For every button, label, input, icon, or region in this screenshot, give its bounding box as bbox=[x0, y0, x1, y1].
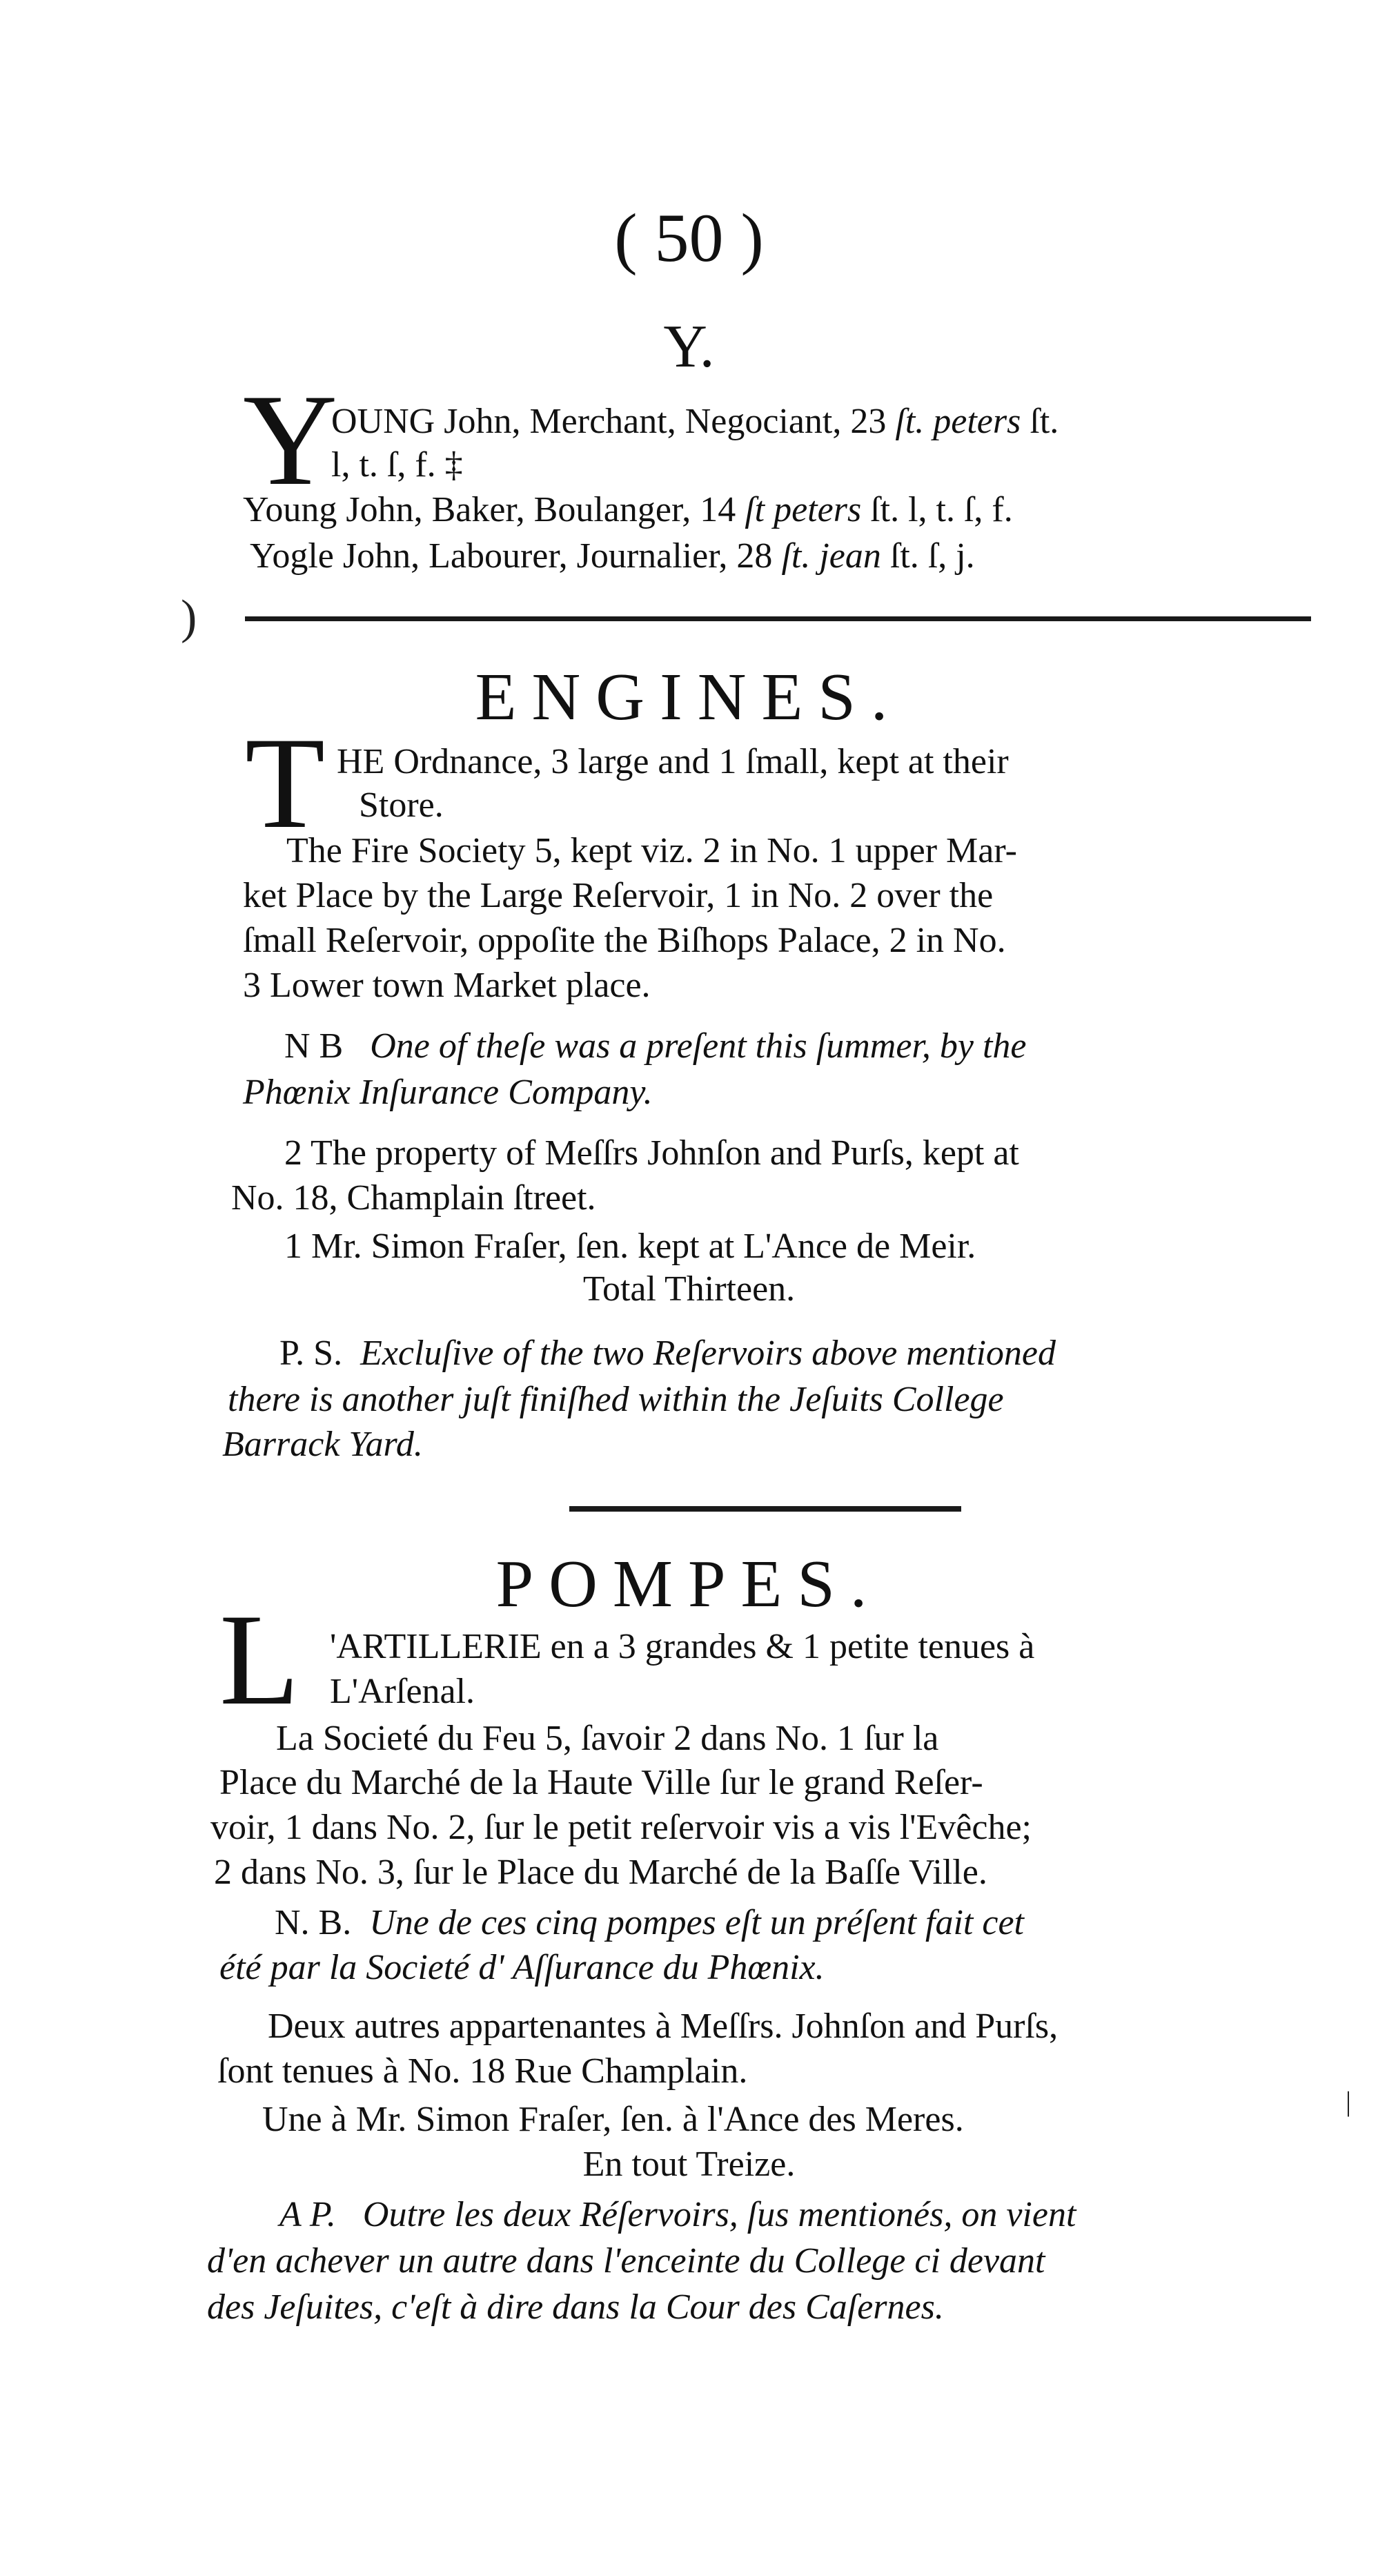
letter-heading: Y. bbox=[663, 313, 715, 380]
engines-line-3: The Fire Society 5, kept viz. 2 in No. 1 upper Mar- bbox=[286, 831, 1017, 870]
directory-entry-1: OUNG John, Merchant, Negociant, 23 ſt. peters ſt. bbox=[331, 402, 1059, 441]
section-divider-short bbox=[569, 1506, 961, 1512]
engines-line-2: Store. bbox=[359, 786, 444, 825]
pompes-line-6: 2 dans No. 3, ſur le Place du Marché de la Baſſe Ville. bbox=[214, 1853, 987, 1892]
page-number: ( 50 ) bbox=[614, 199, 764, 276]
engines-ps-line-2: there is another juſt finiſhed within the Jeſuits College bbox=[228, 1380, 1004, 1419]
pompes-nb-line-2: été par la Societé d' Aſſurance du Phœnix. bbox=[219, 1948, 825, 1987]
pompes-ps-line-3: des Jeſuites, c'eſt à dire dans la Cour des Caſernes. bbox=[207, 2287, 944, 2327]
engines-nb-line-2: Phœnix Inſurance Company. bbox=[243, 1073, 653, 1112]
engines-line-4: ket Place by the Large Reſervoir, 1 in No. 2 over the bbox=[243, 876, 994, 915]
pompes-heading: POMPES. bbox=[495, 1547, 883, 1621]
directory-entry-2: Young John, Baker, Boulanger, 14 ſt peters ſt. l, t. ſ, f. bbox=[243, 490, 1013, 529]
pompes-line-8: ſont tenues à No. 18 Rue Champlain. bbox=[217, 2051, 748, 2091]
section-divider bbox=[245, 616, 1311, 621]
engines-nb-line-1: N B One of theſe was a preſent this ſummer, by the bbox=[284, 1026, 1027, 1066]
pompes-ps-line-2: d'en achever un autre dans l'enceinte du College ci devant bbox=[207, 2241, 1045, 2281]
engines-line-1: HE Ordnance, 3 large and 1 ſmall, kept at their bbox=[337, 742, 1009, 781]
engines-line-5: ſmall Reſervoir, oppoſite the Biſhops Palace, 2 in No. bbox=[243, 921, 1006, 960]
pompes-line-1: 'ARTILLERIE en a 3 grandes & 1 petite tenues à bbox=[330, 1627, 1035, 1666]
pompes-line-3: La Societé du Feu 5, ſavoir 2 dans No. 1 ſur la bbox=[276, 1719, 939, 1758]
directory-entry-1-cont: l, t. ſ, f. ‡ bbox=[331, 445, 463, 485]
directory-entry-3: Yogle John, Labourer, Journalier, 28 ſt. jean ſt. ſ, j. bbox=[250, 536, 975, 576]
engines-ps-line-3: Barrack Yard. bbox=[222, 1425, 423, 1464]
margin-mark: | bbox=[1346, 2086, 1352, 2117]
margin-bracket: ) bbox=[181, 591, 197, 644]
pompes-line-2: L'Arſenal. bbox=[330, 1672, 475, 1711]
engines-line-8: No. 18, Champlain ſtreet. bbox=[231, 1178, 596, 1218]
dropcap-y: Y bbox=[243, 368, 338, 513]
engines-heading: ENGINES. bbox=[475, 660, 903, 734]
engines-line-6: 3 Lower town Market place. bbox=[243, 966, 651, 1005]
pompes-nb-line-1: N. B. Une de ces cinq pompes eſt un préſent fait cet bbox=[275, 1903, 1024, 1942]
dropcap-l: L bbox=[219, 1588, 300, 1733]
dropcap-t: T bbox=[245, 711, 326, 856]
pompes-ps-line-1: A P. Outre les deux Réſervoirs, ſus mentionés, on vient bbox=[279, 2195, 1076, 2234]
engines-ps-line-1: P. S. Excluſive of the two Reſervoirs above mentioned bbox=[279, 1334, 1056, 1373]
engines-total: Total Thirteen. bbox=[582, 1269, 796, 1309]
pompes-line-9: Une à Mr. Simon Fraſer, ſen. à l'Ance des Meres. bbox=[262, 2100, 964, 2139]
engines-line-9: 1 Mr. Simon Fraſer, ſen. kept at L'Ance de Meir. bbox=[284, 1227, 976, 1266]
pompes-line-4: Place du Marché de la Haute Ville ſur le grand Reſer- bbox=[219, 1763, 983, 1802]
pompes-total: En tout Treize. bbox=[582, 2145, 796, 2184]
pompes-line-7: Deux autres appartenantes à Meſſrs. Johnſon and Purſs, bbox=[268, 2007, 1059, 2046]
pompes-line-5: voir, 1 dans No. 2, ſur le petit reſervoir vis a vis l'Evêche; bbox=[210, 1808, 1032, 1847]
engines-line-7: 2 The property of Meſſrs Johnſon and Purſs, kept at bbox=[284, 1133, 1019, 1173]
